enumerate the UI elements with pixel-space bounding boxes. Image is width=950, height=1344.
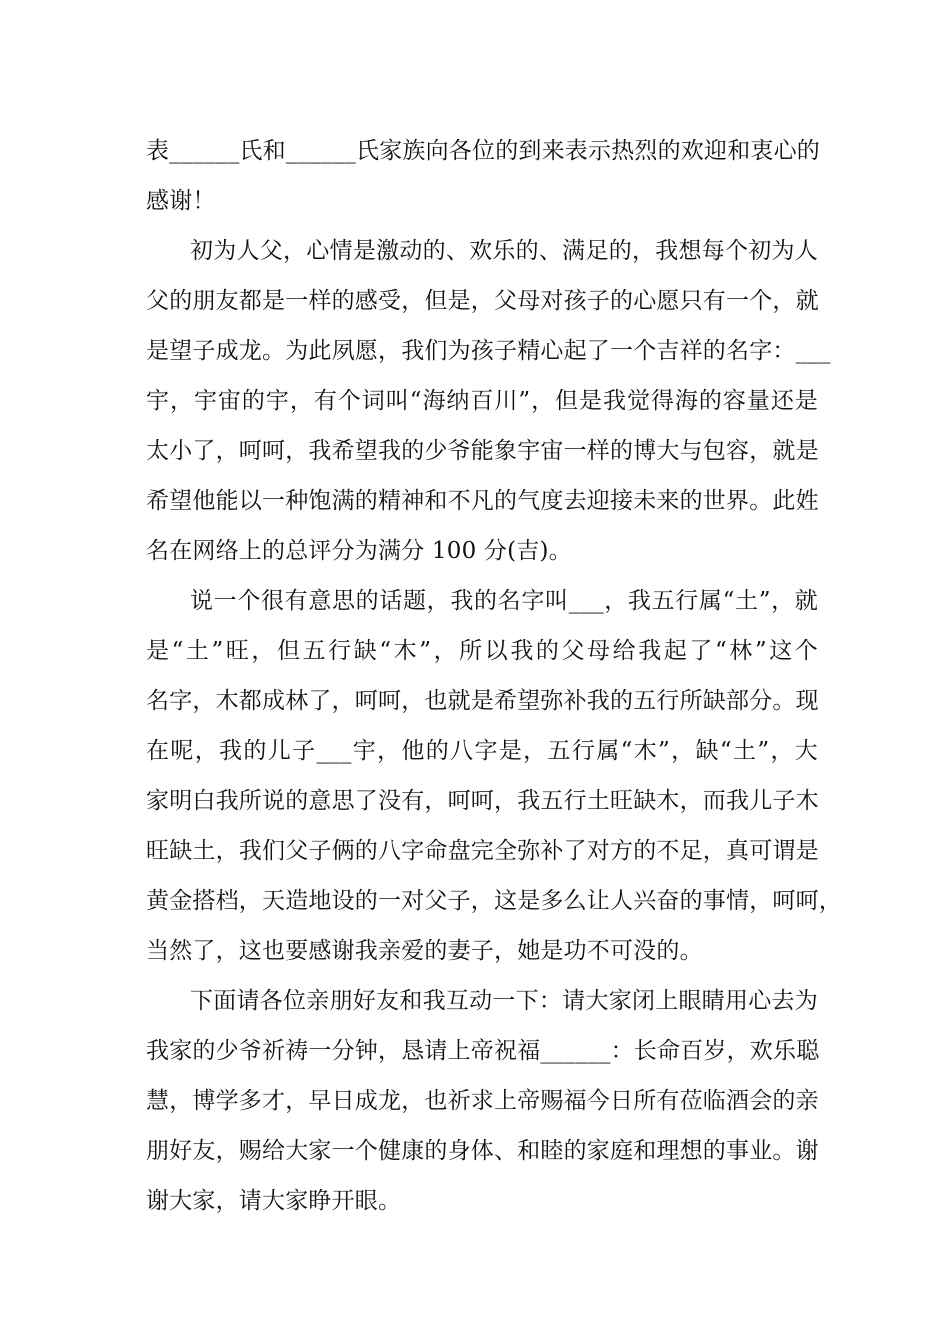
paragraph-2-line-6: 希望他能以一种饱满的精神和不凡的气度去迎接未来的世界。此姓 xyxy=(146,488,819,514)
paragraph-3-line-5: 家明白我所说的意思了没有，呵呵，我五行土旺缺木，而我儿子木 xyxy=(146,788,819,814)
paragraph-3-line-6: 旺缺土，我们父子俩的八字命盘完全弥补了对方的不足，真可谓是 xyxy=(146,838,819,864)
paragraph-2-line-2: 父的朋友都是一样的感受，但是，父母对孩子的心愿只有一个，就 xyxy=(146,288,819,314)
paragraph-2-line-4: 宇，宇宙的宇，有个词叫“海纳百川”，但是我觉得海的容量还是 xyxy=(146,388,818,414)
paragraph-2-line-3: 是望子成龙。为此夙愿，我们为孩子精心起了一个吉祥的名字：___ xyxy=(146,338,831,364)
paragraph-4-line-5: 谢大家，请大家睁开眼。 xyxy=(146,1188,402,1214)
paragraph-4-line-4: 朋好友，赐给大家一个健康的身体、和睦的家庭和理想的事业。谢 xyxy=(146,1138,819,1164)
paragraph-2-line-7: 名在网络上的总评分为满分 100 分(吉)。 xyxy=(146,538,572,564)
paragraph-1-line-2: 感谢！ xyxy=(146,188,216,214)
paragraph-4-line-1: 下面请各位亲朋好友和我互动一下：请大家闭上眼睛用心去为 xyxy=(190,988,818,1014)
paragraph-3-line-3: 名字，木都成林了，呵呵，也就是希望弥补我的五行所缺部分。现 xyxy=(146,688,819,714)
paragraph-4-line-3: 慧，博学多才，早日成龙，也祈求上帝赐福今日所有莅临酒会的亲 xyxy=(146,1088,819,1114)
paragraph-2-line-5: 太小了，呵呵，我希望我的少爷能象宇宙一样的博大与包容，就是 xyxy=(146,438,819,464)
paragraph-3-line-4: 在呢，我的儿子___宇，他的八字是，五行属“木”，缺“土”，大 xyxy=(146,738,818,764)
paragraph-2-line-1: 初为人父，心情是激动的、欢乐的、满足的，我想每个初为人 xyxy=(190,238,818,264)
paragraph-3-line-8: 当然了，这也要感谢我亲爱的妻子，她是功不可没的。 xyxy=(146,938,703,964)
paragraph-4-line-2: 我家的少爷祈祷一分钟，恳请上帝祝福______：长命百岁，欢乐聪 xyxy=(146,1038,820,1064)
paragraph-3-line-1: 说一个很有意思的话题，我的名字叫___，我五行属“土”，就 xyxy=(190,588,818,614)
paragraph-3-line-7: 黄金搭档，天造地设的一对父子，这是多么让人兴奋的事情，呵呵， xyxy=(146,888,842,914)
paragraph-3-line-2: 是“土”旺，但五行缺“木”，所以我的父母给我起了“林”这个 xyxy=(146,638,818,664)
paragraph-1-line-1: 表______氏和______氏家族向各位的到来表示热烈的欢迎和衷心的 xyxy=(146,138,820,164)
